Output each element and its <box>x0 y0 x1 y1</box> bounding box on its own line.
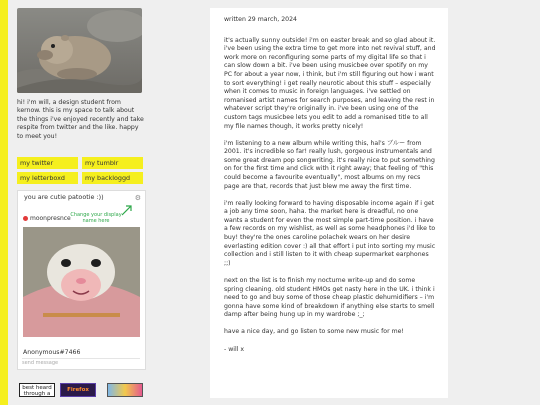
guestbook-hint: Change your display name here <box>70 212 122 224</box>
guestbook-username: moonpresnce <box>30 215 71 222</box>
post-date: written 29 march, 2024 <box>224 16 297 23</box>
blog-post <box>210 8 448 398</box>
gear-icon[interactable]: ⚙ <box>134 194 141 202</box>
guestbook-message-image <box>23 227 140 337</box>
bio-text: hi! i'm will, a design student from kernow. this is my space to talk about the things i've enjoyed recently and take respite from twitter and the like. happy to meet you! <box>17 99 144 140</box>
link-twitter[interactable]: my twitter <box>17 157 78 169</box>
profile-image-hyrax <box>17 8 142 93</box>
link-tumblr[interactable]: my tumblr <box>82 157 143 169</box>
sidebar <box>15 0 145 405</box>
badge-firefox[interactable]: Firefox <box>60 383 96 397</box>
guestbook-message-input[interactable]: send message <box>22 358 140 368</box>
guestbook-widget <box>17 190 146 370</box>
post-paragraph-2: i'm listening to a new album while writing this, hal's ブルー from 2001. it's incredible so far! really lush, gorgeous instrumentals and some great dream pop songwriting. it's really nice to put something on for the first time and click with it right away; that feeling of "this could become a favourite eventually", most albums on my recs page are that, records that just blew me away the first time. <box>224 139 435 190</box>
guestbook-user[interactable] <box>23 215 71 222</box>
post-paragraph-4: next on the list is to finish my nocturne write-up and do some spring cleaning. old student HMOs get nasty here in the UK. i think i need to go and buy some of those cheap plastic dehumidifiers – i'm gonna have some kind of breakdown if anything else starts to smell damp after being hung up in my wardrobe ;_; <box>224 276 435 319</box>
status-dot-icon <box>23 216 28 221</box>
post-content <box>224 16 436 363</box>
post-paragraph-3: i'm really looking forward to having disposable income again if i get a job any time soon, haha. the market here is dreadful, no one wants a student for even the most simple part-time position. i have a few records on my wishlist, as well as some headphones i'd like to buy! they're the ones caroline polachek wears on her desire everlasting edition cover :) all that effort i put into sorting my music collection and i still listen to it with cheap supermarket earphones ;;) <box>224 199 436 267</box>
social-links <box>17 157 145 184</box>
post-paragraph-1: it's actually sunny outside! i'm on easter break and so glad about it. i've been using the extra time to get more into net revival stuff, and work more on reconfiguring some parts of my digital life so that i can slow down a bit. i've been using musicbee over spotify on my PC for about a year now, i think, but i'm still figuring out how i want to sort everything! i get really neurotic about this stuff – especially when it comes to music in foreign languages. i've settled on romanised artist names for search purposes, and leaving the rest in whatever script they're originally in. i've been using one of the custom tags musicbee lets you edit to add a romanised title to all my file names though, it works pretty nicely! <box>224 36 436 130</box>
accent-stripe <box>0 0 8 405</box>
link-letterboxd[interactable]: my letterboxd <box>17 172 78 184</box>
post-signoff: - will x <box>224 345 245 353</box>
link-backloggd[interactable]: my backloggd <box>82 172 143 184</box>
badge-best-heard[interactable]: best heard through a <box>19 383 55 397</box>
arrow-icon <box>120 203 134 217</box>
guestbook-author: Anonymous#7466 <box>23 349 81 356</box>
post-paragraph-5: have a nice day, and go listen to some new music for me! <box>224 328 404 336</box>
guestbook-title: you are cutie patootie :)) <box>24 193 104 201</box>
badge-colorful[interactable] <box>107 383 143 397</box>
